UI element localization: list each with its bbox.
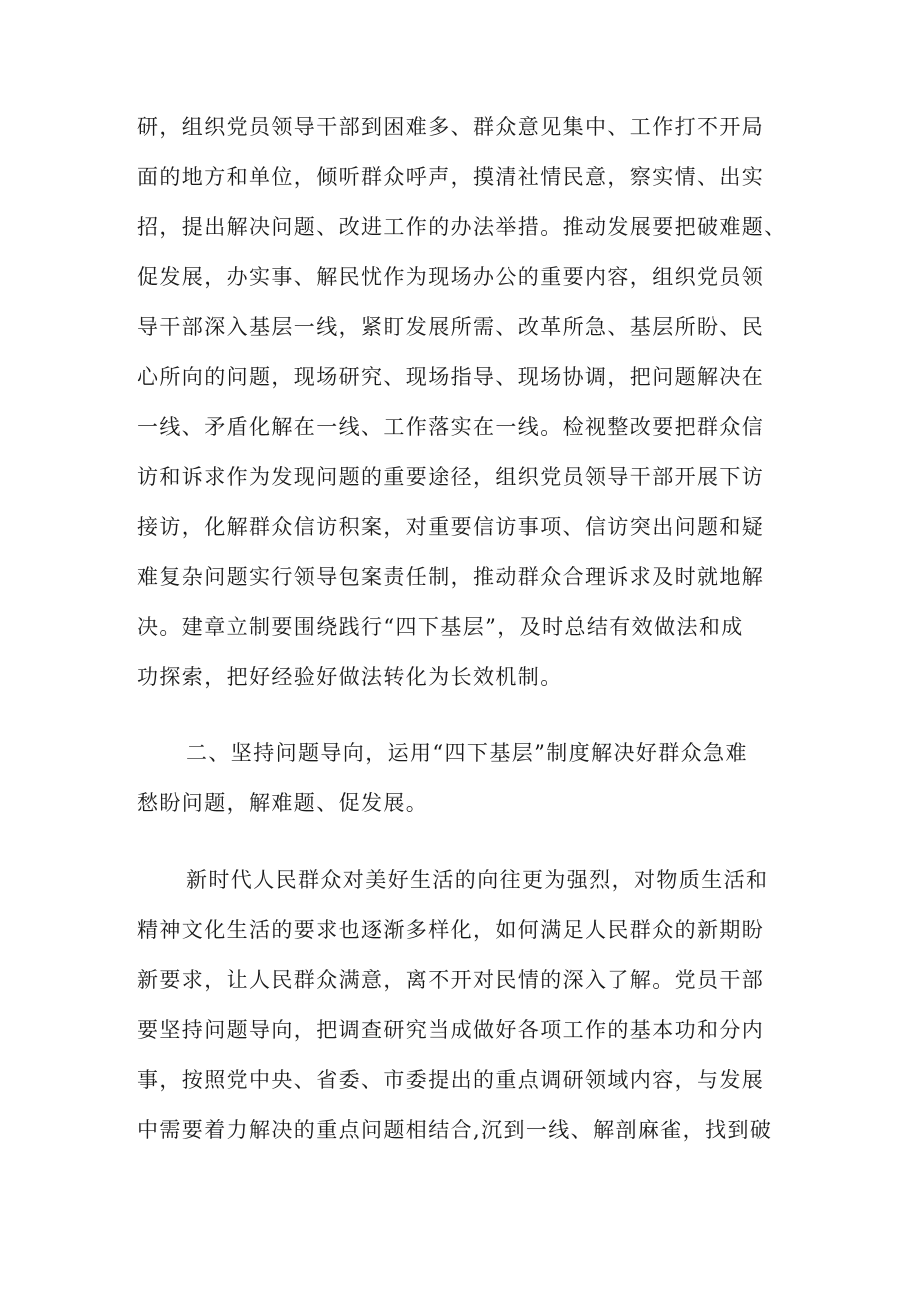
text-line: 难复杂问题实行领导包案责任制，推动群众合理诉求及时就地解 [137, 565, 765, 589]
text-line: 中需要着力解决的重点问题相结合,沉到一线、解剖麻雀，找到破 [137, 1118, 773, 1142]
text-line: 功探索，把好经验好做法转化为长效机制。 [137, 665, 563, 689]
text-line: 要坚持问题导向，把调查研究当成做好各项工作的基本功和分内 [137, 1018, 765, 1042]
text-line: 一线、矛盾化解在一线、工作落实在一线。检视整改要把群众信 [137, 415, 765, 439]
text-line: 事，按照党中央、省委、市委提出的重点调研领域内容，与发展 [137, 1068, 765, 1092]
text-line: 研，组织党员领导干部到困难多、群众意见集中、工作打不开局 [137, 115, 765, 139]
text-line: 心所向的问题，现场研究、现场指导、现场协调，把问题解决在 [137, 365, 765, 389]
text-line: 接访，化解群众信访积案，对重要信访事项、信访突出问题和疑 [137, 515, 765, 539]
text-line: 招，提出解决问题、改进工作的办法举措。推动发展要把破难题、 [137, 215, 787, 239]
text-line: 决。建章立制要围绕践行“四下基层”，及时总结有效做法和成 [137, 615, 744, 639]
text-line: 新时代人民群众对美好生活的向往更为强烈，对物质生活和 [186, 868, 769, 892]
text-line: 访和诉求作为发现问题的重要途径，组织党员领导干部开展下访 [137, 465, 765, 489]
text-line: 导干部深入基层一线，紧盯发展所需、改革所急、基层所盼、民 [137, 315, 765, 339]
text-line: 精神文化生活的要求也逐渐多样化，如何满足人民群众的新期盼 [137, 918, 765, 942]
text-line: 新要求，让人民群众满意，离不开对民情的深入了解。党员干部 [137, 968, 765, 992]
heading-line: 二、坚持问题导向，运用“四下基层”制度解决好群众急难 [186, 741, 748, 765]
text-line: 面的地方和单位，倾听群众呼声，摸清社情民意，察实情、出实 [137, 165, 765, 189]
heading-line: 愁盼问题，解难题、促发展。 [137, 791, 429, 815]
text-line: 促发展，办实事、解民忧作为现场办公的重要内容，组织党员领 [137, 265, 765, 289]
